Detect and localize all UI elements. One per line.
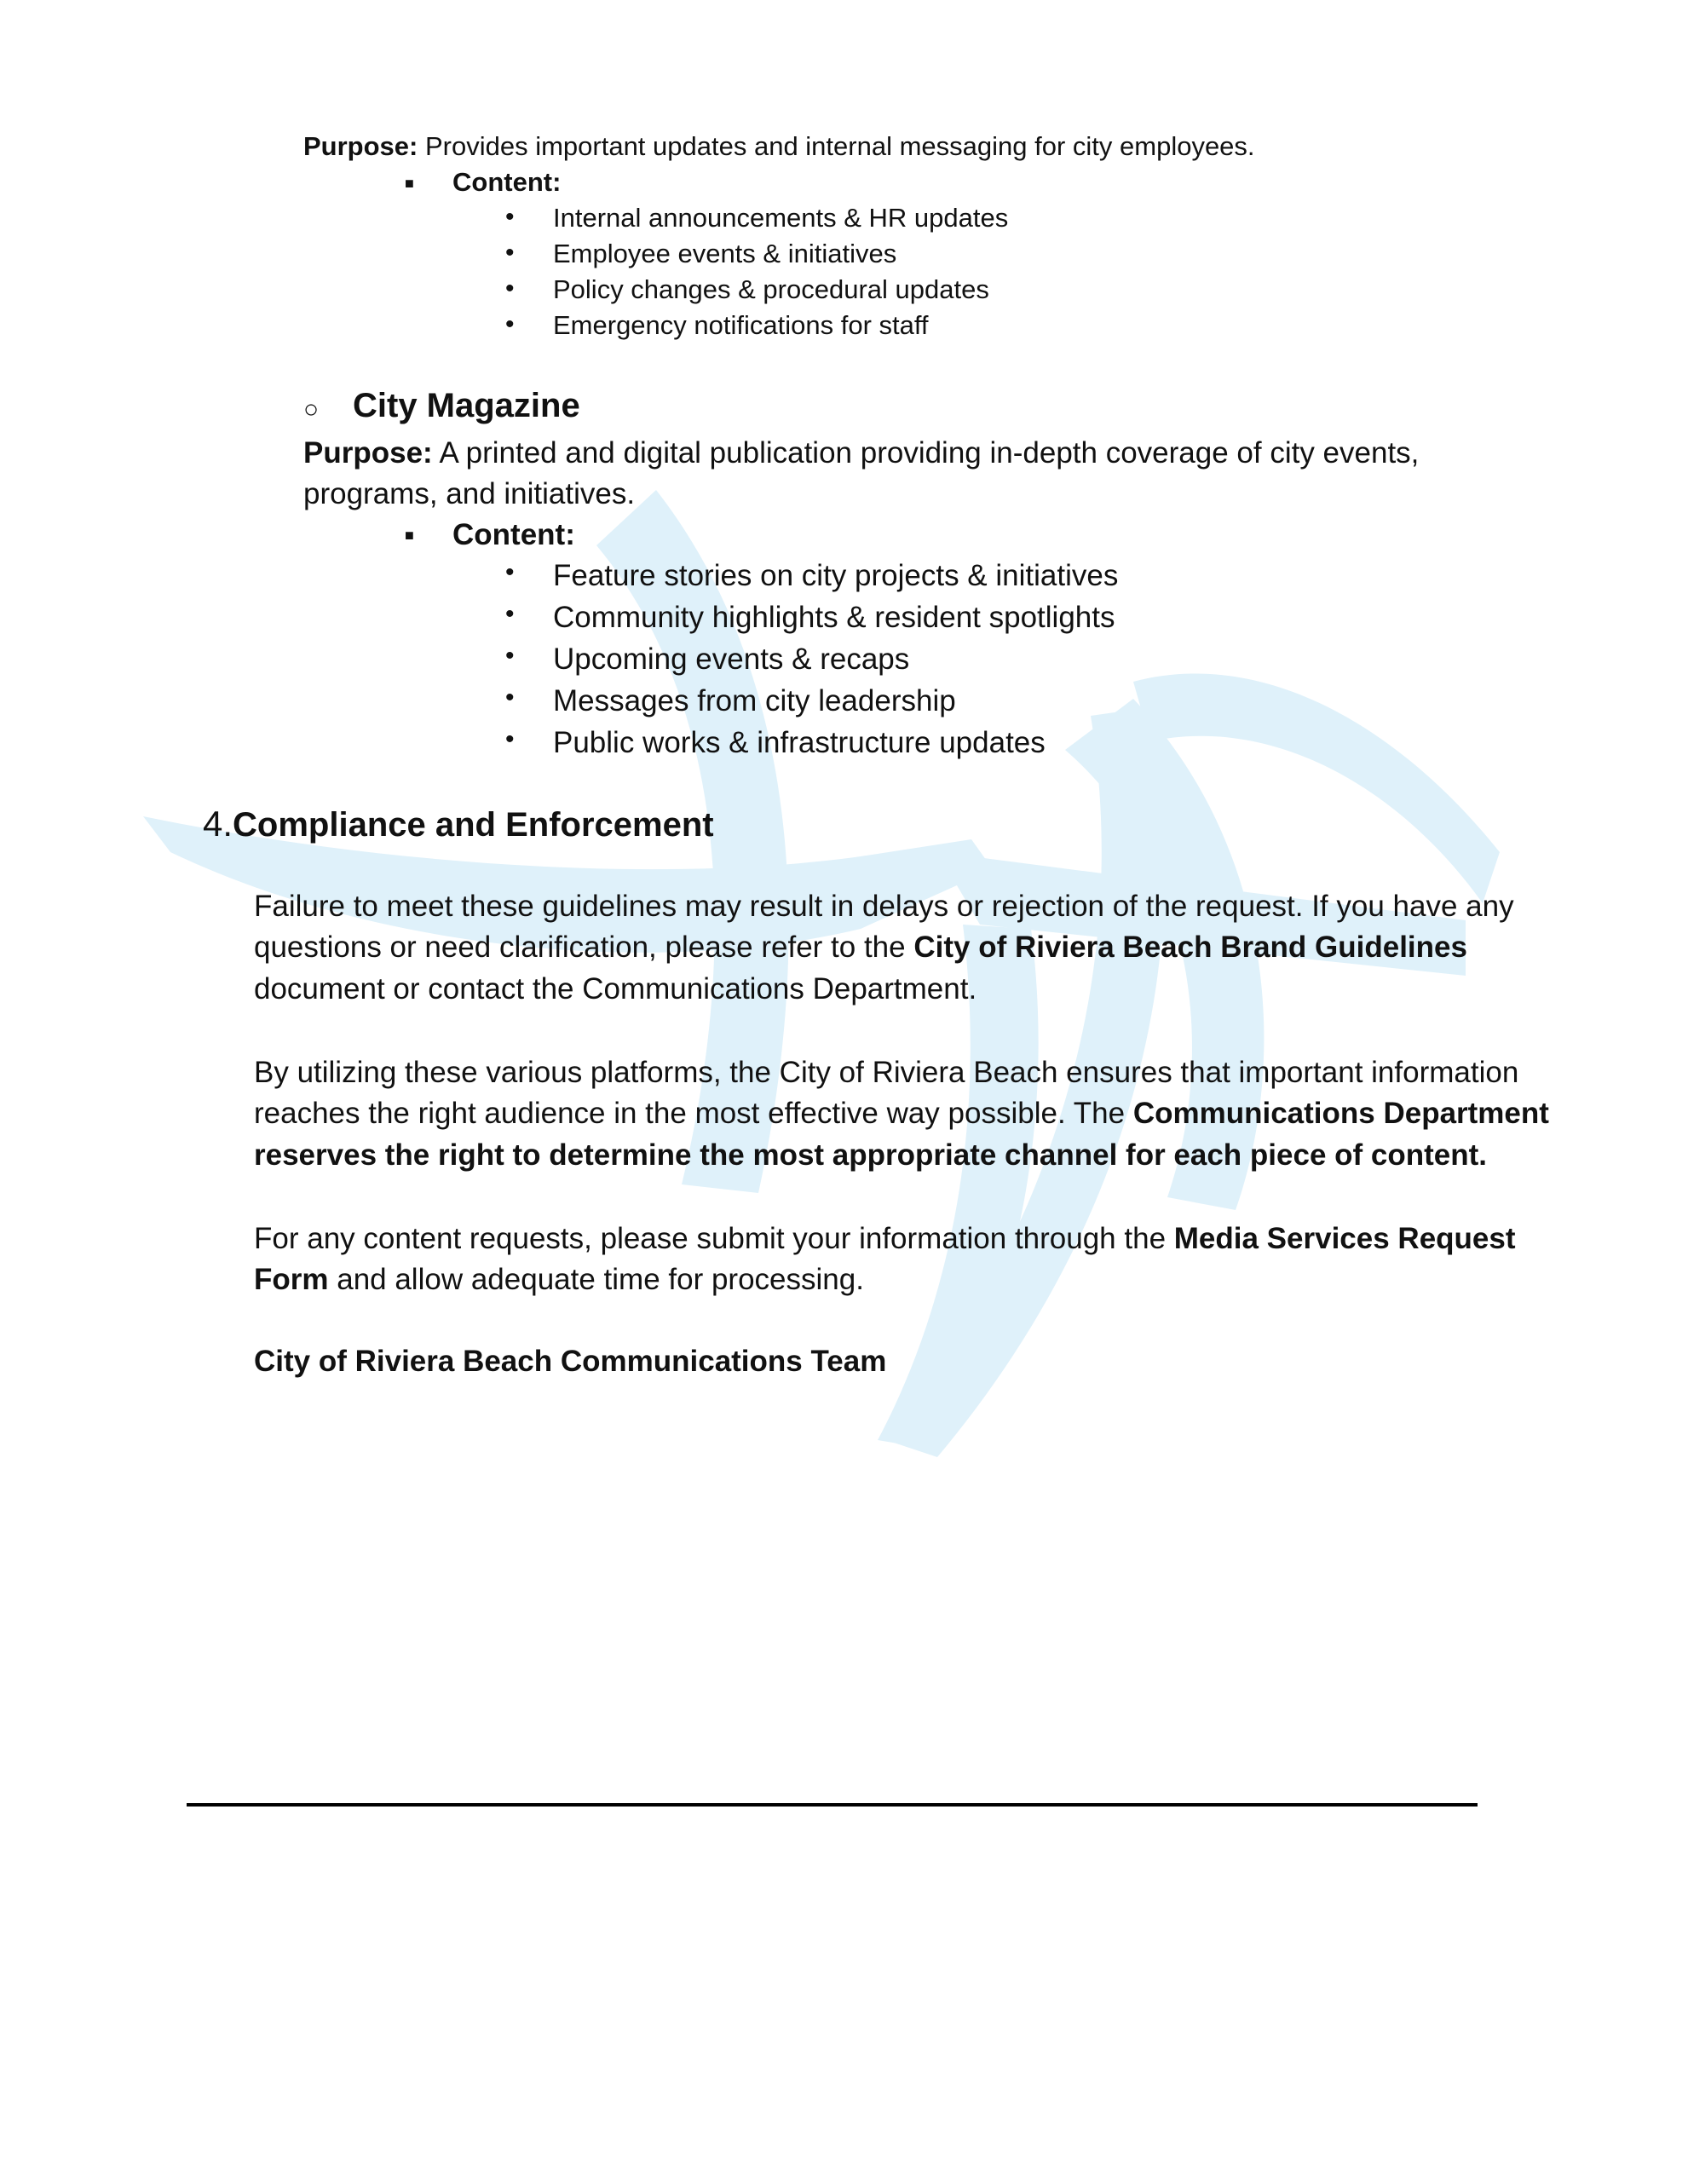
form-reference: Form: [254, 1263, 329, 1296]
magazine-purpose-text: A printed and digital publication providing in-depth coverage of city events,: [432, 436, 1420, 470]
compliance-paragraph-1-line-1: Failure to meet these guidelines may result in delays or rejection of the request. If you have any: [254, 890, 1514, 923]
compliance-paragraph-2-line-2: [254, 1093, 1549, 1134]
staff-list-item: Employee events & initiatives: [553, 239, 897, 268]
communications-dept-reference: Communications Department: [1132, 1097, 1549, 1130]
staff-list-item: Policy changes & procedural updates: [553, 274, 989, 304]
magazine-list-item: Public works & infrastructure updates: [553, 726, 1046, 759]
square-bullet-icon: ■: [405, 527, 414, 544]
dot-bullet-icon: •: [505, 558, 515, 586]
magazine-heading: City Magazine: [353, 387, 580, 424]
circle-bullet-icon: ○: [303, 395, 320, 424]
brand-guidelines-reference: City of Riviera Beach Brand Guidelines: [913, 931, 1467, 964]
section-number: 4.: [203, 804, 233, 844]
dot-bullet-icon: •: [505, 683, 515, 712]
magazine-list-item: Feature stories on city projects & initiatives: [553, 559, 1119, 592]
compliance-paragraph-1-line-3: document or contact the Communications Department.: [254, 972, 977, 1006]
p2-text: reaches the right audience in the most effective way possible. The: [254, 1097, 1133, 1130]
staff-list-item: Emergency notifications for staff: [553, 310, 929, 340]
magazine-purpose-label: Purpose:: [303, 436, 433, 470]
staff-purpose-label: Purpose:: [303, 131, 418, 161]
staff-list-item: Internal announcements & HR updates: [553, 203, 1009, 233]
p3-text: For any content requests, please submit your information through the: [254, 1222, 1174, 1255]
magazine-list-item: Messages from city leadership: [553, 684, 956, 717]
dot-bullet-icon: •: [505, 274, 515, 303]
magazine-purpose-line-2: programs, and initiatives.: [303, 477, 636, 510]
staff-purpose-text: Provides important updates and internal messaging for city employees.: [418, 131, 1255, 161]
magazine-list-item: Upcoming events & recaps: [553, 643, 910, 676]
compliance-paragraph-2-line-3: reserves the right to determine the most appropriate channel for each piece of content.: [254, 1138, 1487, 1172]
compliance-paragraph-3-line-2: [254, 1259, 864, 1300]
magazine-content-label: Content:: [452, 518, 575, 551]
compliance-paragraph-3-line-1: [254, 1219, 1516, 1259]
dot-bullet-icon: •: [505, 725, 515, 753]
dot-bullet-icon: •: [505, 642, 515, 670]
dot-bullet-icon: •: [505, 600, 515, 628]
p3-text-end: and allow adequate time for processing.: [328, 1263, 864, 1296]
square-bullet-icon: ■: [405, 175, 414, 192]
magazine-purpose-line: [303, 433, 1419, 474]
compliance-paragraph-2-line-1: By utilizing these various platforms, the City of Riviera Beach ensures that important information: [254, 1056, 1519, 1089]
staff-purpose-line: [303, 129, 1255, 164]
dot-bullet-icon: •: [505, 239, 515, 267]
footer-divider: [187, 1803, 1478, 1807]
compliance-paragraph-1-line-2: [254, 927, 1467, 968]
staff-content-label: Content:: [452, 167, 562, 197]
media-request-form-reference: Media Services Request: [1173, 1222, 1516, 1255]
section-title: Compliance and Enforcement: [233, 806, 714, 844]
dot-bullet-icon: •: [505, 203, 515, 231]
signature: City of Riviera Beach Communications Team: [254, 1345, 887, 1378]
p1-text: questions or need clarification, please refer to the: [254, 931, 914, 964]
section-heading: [203, 801, 714, 848]
magazine-list-item: Community highlights & resident spotlights: [553, 601, 1115, 634]
dot-bullet-icon: •: [505, 310, 515, 338]
